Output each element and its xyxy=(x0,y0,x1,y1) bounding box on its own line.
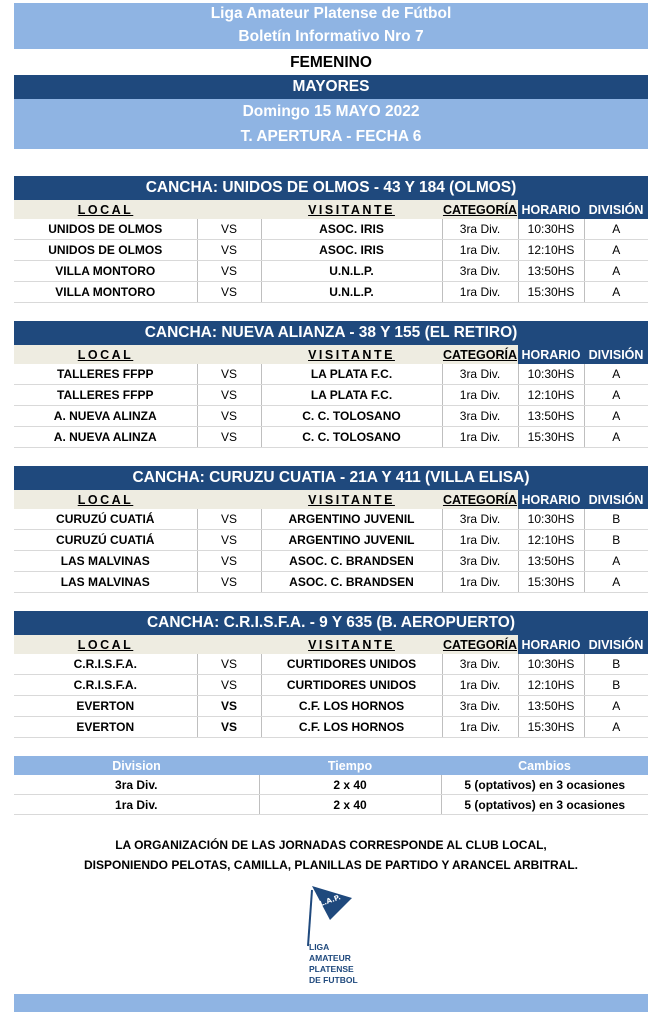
col-division: DIVISIÓN xyxy=(584,345,648,364)
col-local: LOCAL xyxy=(14,345,197,364)
vs-label: VS xyxy=(197,509,261,530)
match-time: 15:30HS xyxy=(518,572,584,593)
league-logo-text xyxy=(309,942,358,986)
col-categoria: CATEGORÍA xyxy=(442,490,518,509)
match-category: 3ra Div. xyxy=(442,406,518,427)
vs-label: VS xyxy=(197,219,261,240)
col-visitante: VISITANTE xyxy=(261,345,442,364)
match-time: 12:10HS xyxy=(518,385,584,406)
rules-subs: 5 (optativos) en 3 ocasiones xyxy=(441,795,648,815)
rules-subs: 5 (optativos) en 3 ocasiones xyxy=(441,775,648,795)
tournament-round: T. APERTURA - FECHA 6 xyxy=(14,125,648,149)
col-local: LOCAL xyxy=(14,200,197,219)
vs-label: VS xyxy=(197,364,261,385)
match-division: A xyxy=(584,385,648,406)
match-row xyxy=(14,696,648,717)
away-team: U.N.L.P. xyxy=(261,282,442,303)
home-team: CURUZÚ CUATIÁ xyxy=(14,530,197,551)
vs-label: VS xyxy=(197,240,261,261)
logo-line-1: LIGA xyxy=(309,942,330,952)
venue-section-2 xyxy=(14,321,648,448)
venue-title: CANCHA: C.R.I.S.F.A. - 9 Y 635 (B. AEROPUERTO) xyxy=(14,611,648,635)
col-horario: HORARIO xyxy=(518,345,584,364)
group-label: MAYORES xyxy=(14,75,648,99)
match-row xyxy=(14,551,648,572)
col-categoria: CATEGORÍA xyxy=(442,200,518,219)
category-label: FEMENINO xyxy=(14,52,648,74)
away-team: LA PLATA F.C. xyxy=(261,385,442,406)
away-team: U.N.L.P. xyxy=(261,261,442,282)
match-row xyxy=(14,675,648,696)
match-division: A xyxy=(584,427,648,448)
rules-table xyxy=(14,756,648,815)
col-horario: HORARIO xyxy=(518,490,584,509)
organization-note-1: LA ORGANIZACIÓN DE LAS JORNADAS CORRESPONDE AL CLUB LOCAL, xyxy=(115,838,547,852)
venue-section-3 xyxy=(14,466,648,593)
match-division: B xyxy=(584,509,648,530)
match-time: 13:50HS xyxy=(518,551,584,572)
match-row xyxy=(14,282,648,303)
venue-section-1 xyxy=(14,176,648,303)
away-team: C. C. TOLOSANO xyxy=(261,406,442,427)
match-category: 1ra Div. xyxy=(442,427,518,448)
home-team: EVERTON xyxy=(14,717,197,738)
match-category: 3ra Div. xyxy=(442,654,518,675)
match-row xyxy=(14,364,648,385)
away-team: C. C. TOLOSANO xyxy=(261,427,442,448)
match-row xyxy=(14,509,648,530)
organization-note-2: DISPONIENDO PELOTAS, CAMILLA, PLANILLAS DE PARTIDO Y ARANCEL ARBITRAL. xyxy=(83,858,578,872)
match-division: A xyxy=(584,572,648,593)
home-team: C.R.I.S.F.A. xyxy=(14,654,197,675)
match-row xyxy=(14,219,648,240)
match-time: 12:10HS xyxy=(518,240,584,261)
vs-label: VS xyxy=(197,427,261,448)
match-division: A xyxy=(584,406,648,427)
match-category: 3ra Div. xyxy=(442,551,518,572)
match-time: 15:30HS xyxy=(518,282,584,303)
match-category: 3ra Div. xyxy=(442,696,518,717)
away-team: C.F. LOS HORNOS xyxy=(261,717,442,738)
vs-label: VS xyxy=(197,261,261,282)
match-category: 3ra Div. xyxy=(442,261,518,282)
match-category: 1ra Div. xyxy=(442,385,518,406)
home-team: UNIDOS DE OLMOS xyxy=(14,219,197,240)
away-team: CURTIDORES UNIDOS xyxy=(261,675,442,696)
logo-line-4: DE FUTBOL xyxy=(309,975,358,985)
rules-col-cambios: Cambios xyxy=(441,756,648,775)
match-time: 15:30HS xyxy=(518,427,584,448)
col-division: DIVISIÓN xyxy=(584,200,648,219)
flag-pole xyxy=(308,890,312,946)
match-division: B xyxy=(584,530,648,551)
match-row xyxy=(14,427,648,448)
vs-label: VS xyxy=(197,385,261,406)
away-team: ASOC. C. BRANDSEN xyxy=(261,551,442,572)
match-time: 12:10HS xyxy=(518,675,584,696)
match-time: 10:30HS xyxy=(518,509,584,530)
match-time: 13:50HS xyxy=(518,261,584,282)
match-time: 12:10HS xyxy=(518,530,584,551)
match-division: A xyxy=(584,717,648,738)
match-row xyxy=(14,654,648,675)
match-row xyxy=(14,261,648,282)
match-time: 13:50HS xyxy=(518,406,584,427)
home-team: CURUZÚ CUATIÁ xyxy=(14,509,197,530)
rules-time: 2 x 40 xyxy=(259,775,441,795)
away-team: ARGENTINO JUVENIL xyxy=(261,509,442,530)
home-team: A. NUEVA ALINZA xyxy=(14,406,197,427)
rules-division: 3ra Div. xyxy=(14,775,259,795)
col-horario: HORARIO xyxy=(518,200,584,219)
away-team: ASOC. IRIS xyxy=(261,240,442,261)
home-team: UNIDOS DE OLMOS xyxy=(14,240,197,261)
vs-label: VS xyxy=(197,406,261,427)
vs-label: VS xyxy=(197,675,261,696)
bulletin-title: Boletín Informativo Nro 7 xyxy=(14,25,648,49)
col-local: LOCAL xyxy=(14,635,197,654)
match-category: 3ra Div. xyxy=(442,509,518,530)
match-time: 13:50HS xyxy=(518,696,584,717)
col-division: DIVISIÓN xyxy=(584,635,648,654)
away-team: ARGENTINO JUVENIL xyxy=(261,530,442,551)
col-categoria: CATEGORÍA xyxy=(442,345,518,364)
away-team: ASOC. C. BRANDSEN xyxy=(261,572,442,593)
match-division: A xyxy=(584,282,648,303)
rules-col-division: Division xyxy=(14,756,259,775)
league-name: Liga Amateur Platense de Fútbol xyxy=(14,3,648,25)
home-team: TALLERES FFPP xyxy=(14,385,197,406)
match-division: A xyxy=(584,696,648,717)
vs-label: VS xyxy=(197,654,261,675)
match-time: 10:30HS xyxy=(518,364,584,385)
away-team: C.F. LOS HORNOS xyxy=(261,696,442,717)
away-team: LA PLATA F.C. xyxy=(261,364,442,385)
match-row xyxy=(14,530,648,551)
venue-section-4 xyxy=(14,611,648,738)
vs-label: VS xyxy=(197,572,261,593)
match-division: A xyxy=(584,551,648,572)
rules-time: 2 x 40 xyxy=(259,795,441,815)
match-division: A xyxy=(584,240,648,261)
match-row xyxy=(14,572,648,593)
match-time: 10:30HS xyxy=(518,219,584,240)
home-team: C.R.I.S.F.A. xyxy=(14,675,197,696)
home-team: A. NUEVA ALINZA xyxy=(14,427,197,448)
flag-text: L.A.P. xyxy=(318,893,342,909)
match-division: B xyxy=(584,654,648,675)
logo-line-2: AMATEUR xyxy=(309,953,351,963)
match-row xyxy=(14,240,648,261)
match-category: 1ra Div. xyxy=(442,572,518,593)
rules-col-tiempo: Tiempo xyxy=(259,756,441,775)
match-division: A xyxy=(584,219,648,240)
match-category: 1ra Div. xyxy=(442,717,518,738)
away-team: ASOC. IRIS xyxy=(261,219,442,240)
match-category: 3ra Div. xyxy=(442,219,518,240)
match-division: B xyxy=(584,675,648,696)
col-local: LOCAL xyxy=(14,490,197,509)
vs-label: VS xyxy=(197,530,261,551)
match-category: 1ra Div. xyxy=(442,282,518,303)
match-row xyxy=(14,385,648,406)
col-horario: HORARIO xyxy=(518,635,584,654)
rules-division: 1ra Div. xyxy=(14,795,259,815)
match-date: Domingo 15 MAYO 2022 xyxy=(14,99,648,125)
venue-title: CANCHA: UNIDOS DE OLMOS - 43 Y 184 (OLMOS) xyxy=(14,176,648,200)
home-team: EVERTON xyxy=(14,696,197,717)
logo-line-3: PLATENSE xyxy=(309,964,354,974)
col-visitante: VISITANTE xyxy=(261,635,442,654)
match-category: 1ra Div. xyxy=(442,675,518,696)
vs-label: VS xyxy=(197,551,261,572)
venue-title: CANCHA: CURUZU CUATIA - 21A Y 411 (VILLA ELISA) xyxy=(14,466,648,490)
rules-row xyxy=(14,795,648,815)
match-division: A xyxy=(584,364,648,385)
home-team: VILLA MONTORO xyxy=(14,282,197,303)
match-category: 3ra Div. xyxy=(442,364,518,385)
match-time: 15:30HS xyxy=(518,717,584,738)
footer-band xyxy=(14,994,648,1012)
vs-label: VS xyxy=(197,282,261,303)
home-team: LAS MALVINAS xyxy=(14,572,197,593)
match-division: A xyxy=(584,261,648,282)
home-team: LAS MALVINAS xyxy=(14,551,197,572)
rules-row xyxy=(14,775,648,795)
away-team: CURTIDORES UNIDOS xyxy=(261,654,442,675)
col-visitante: VISITANTE xyxy=(261,490,442,509)
venue-title: CANCHA: NUEVA ALIANZA - 38 Y 155 (EL RETIRO) xyxy=(14,321,648,345)
match-row xyxy=(14,717,648,738)
home-team: TALLERES FFPP xyxy=(14,364,197,385)
match-time: 10:30HS xyxy=(518,654,584,675)
col-division: DIVISIÓN xyxy=(584,490,648,509)
match-category: 1ra Div. xyxy=(442,240,518,261)
home-team: VILLA MONTORO xyxy=(14,261,197,282)
vs-label: VS xyxy=(197,696,261,717)
col-visitante: VISITANTE xyxy=(261,200,442,219)
vs-label: VS xyxy=(197,717,261,738)
match-category: 1ra Div. xyxy=(442,530,518,551)
match-row xyxy=(14,406,648,427)
col-categoria: CATEGORÍA xyxy=(442,635,518,654)
